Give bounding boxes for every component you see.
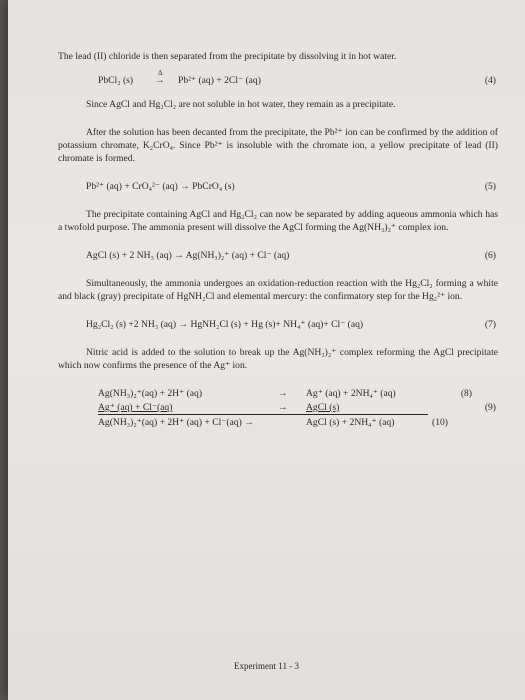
- eq9-arrow: →: [278, 402, 288, 413]
- eq8-rhs: Ag⁺ (aq) + 2NH₄⁺ (aq): [306, 388, 396, 399]
- equation-5: [58, 180, 498, 193]
- eq8-number: (8): [460, 388, 472, 399]
- eq8-arrow: →: [278, 388, 288, 399]
- eq4-number: (4): [484, 75, 496, 86]
- eq5-text: Pb²⁺ (aq) + CrO₄²⁻ (aq) → PbCrO₄ (s): [86, 181, 235, 192]
- equation-10: [58, 416, 498, 430]
- eq7-number: (7): [484, 319, 496, 330]
- equation-6: [58, 249, 498, 262]
- paragraph-decant: After the solution has been decanted from the precipitate, the Pb²⁺ ion can be confirmed by the addition of potassium chromate, K₂CrO₄. Since Pb²⁺ is insoluble with the chromate ion, a yellow precipitate of lead (II) chromate is formed.: [58, 127, 498, 164]
- equation-7: [58, 318, 498, 331]
- eq7-text: Hg₂Cl₂ (s) +2 NH₃ (aq) → HgNH₂Cl (s) + Hg (s)+ NH₄⁺ (aq)+ Cl⁻ (aq): [86, 319, 364, 330]
- eq4-lhs: PbCl₂ (s): [98, 75, 134, 86]
- eq8-lhs: Ag(NH₃)₂⁺(aq) + 2H⁺ (aq): [98, 388, 203, 399]
- heat-symbol: Δ: [158, 69, 163, 77]
- eq6-text: AgCl (s) + 2 NH₃ (aq) → Ag(NH₃)₂⁺ (aq) + Cl⁻ (aq): [86, 250, 290, 261]
- paragraph-ammonia: The precipitate containing AgCl and Hg₂Cl₂ can now be separated by adding aqueous ammonia which has a twofold purpose. The ammonia present will dissolve the AgCl forming the Ag(NH₃)₂⁺ complex ion.: [58, 209, 498, 233]
- sum-rule: [98, 414, 428, 415]
- eq9-rhs: AgCl (s): [306, 402, 340, 413]
- equation-9: [58, 401, 498, 415]
- equation-4: [58, 69, 498, 87]
- eq4-arrow: →: [155, 75, 165, 86]
- eq6-number: (6): [484, 250, 496, 261]
- eq5-number: (5): [484, 181, 496, 192]
- eq9-number: (9): [484, 402, 496, 413]
- document-page: [8, 0, 525, 700]
- equation-8: [58, 387, 498, 401]
- reaction-summary: [58, 387, 498, 435]
- eq10-lhs: Ag(NH₃)₂⁺(aq) + 2H⁺ (aq) + Cl⁻(aq) →: [98, 417, 254, 428]
- intro-line: The lead (II) chloride is then separated from the precipitate by dissolving it in hot water.: [58, 51, 397, 62]
- eq4-rhs: Pb²⁺ (aq) + 2Cl⁻ (aq): [178, 75, 261, 86]
- paragraph-redox: Simultaneously, the ammonia undergoes an oxidation-reduction reaction with the Hg₂Cl₂ forming a white and black (gray) precipitate of HgNH₂Cl and elemental mercury: the confirmatory step for the Hg₂²⁺ ion.: [58, 278, 498, 302]
- page-content: [58, 50, 498, 435]
- solubility-line: Since AgCl and Hg₂Cl₂ are not soluble in hot water, they remain as a precipitate.: [86, 99, 396, 110]
- paragraph-nitric: Nitric acid is added to the solution to break up the Ag(NH₃)₂⁺ complex reforming the AgCl precipitate which now confirms the presence of the Ag⁺ ion.: [58, 347, 498, 371]
- eq9-lhs: Ag⁺ (aq) + Cl⁻(aq): [98, 402, 173, 413]
- eq10-number: (10): [432, 417, 448, 428]
- page-footer: Experiment 11 - 3: [234, 661, 299, 671]
- eq10-rhs: AgCl (s) + 2NH₄⁺ (aq): [306, 417, 395, 428]
